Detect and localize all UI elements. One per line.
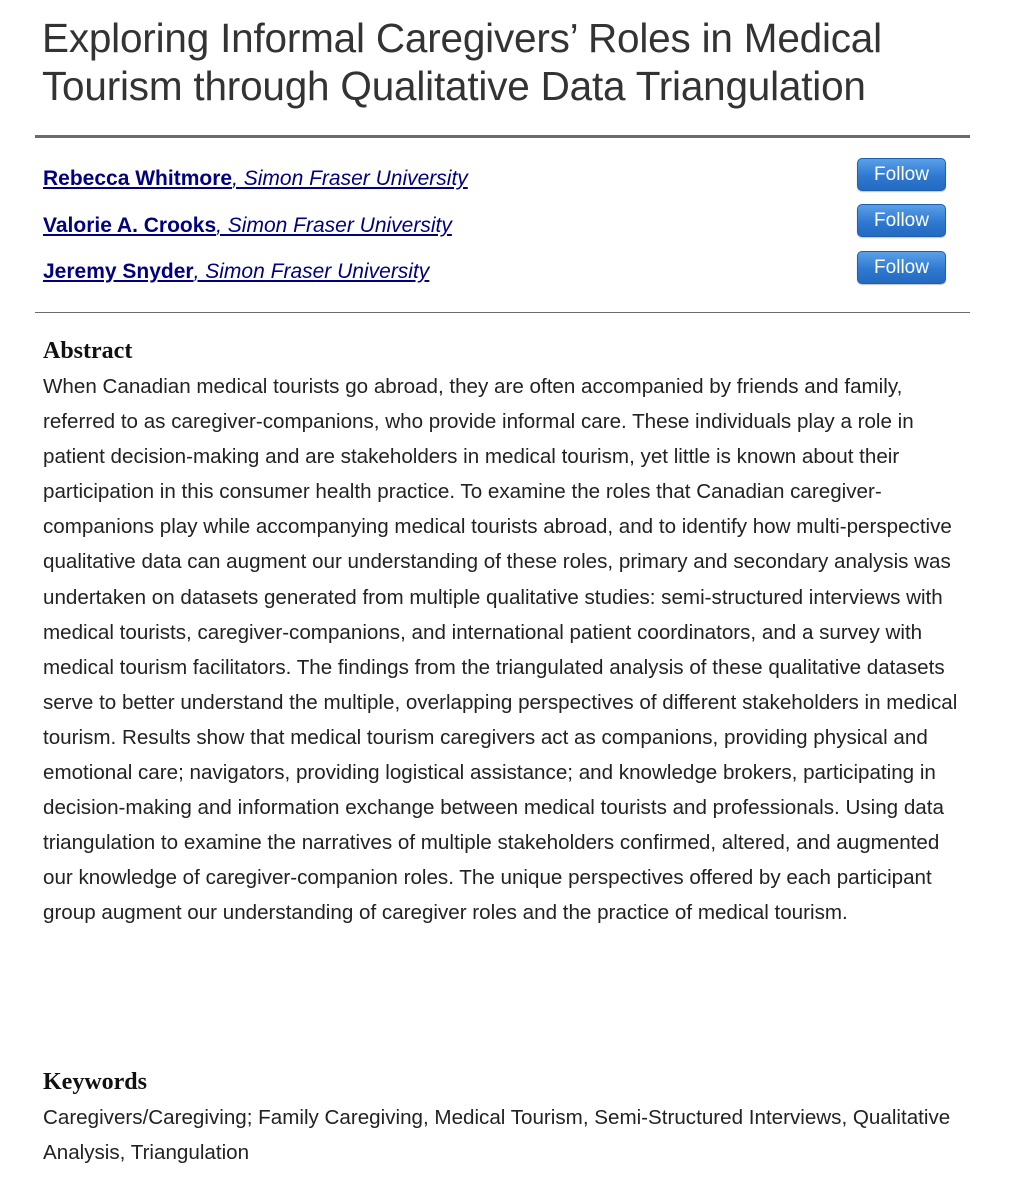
title-divider: [35, 135, 970, 138]
keywords-heading: Keywords: [43, 1069, 147, 1095]
follow-button-whitmore[interactable]: Follow: [857, 158, 946, 191]
keywords-text: Caregivers/Caregiving; Family Caregiving, Medical Tourism, Semi-Structured Interviews, Qualitative Analysis, Triangulation: [43, 1106, 951, 1165]
author-name: Valorie A. Crooks: [43, 214, 217, 237]
author-name: Rebecca Whitmore: [43, 167, 233, 190]
author-affiliation: , Simon Fraser University: [232, 167, 468, 190]
author-affiliation: , Simon Fraser University: [216, 214, 452, 237]
author-link-crooks[interactable]: [43, 211, 452, 241]
follow-button-snyder[interactable]: Follow: [857, 251, 946, 284]
author-link-whitmore[interactable]: [43, 164, 468, 194]
abstract-text: When Canadian medical tourists go abroad, they are often accompanied by friends and family, referred to as caregiver-companions, who provide informal care. These individuals play a role in patient decision-making and are stakeholders in medical tourism, yet little is known about their participation in this consumer health practice. To examine the roles that Canadian caregiver-companions play while accompanying medical tourists abroad, and to identify how multi-perspective qualitative data can augment our understanding of these roles, primary and secondary analysis was undertaken on datasets generated from multiple qualitative studies: semi-structured interviews with medical tourists, caregiver-companions, and international patient coordinators, and a survey with medical tourism facilitators. The findings from the triangulated analysis of these qualitative datasets serve to better understand the multiple, overlapping perspectives of different stakeholders in medical tourism. Results show that medical tourism caregivers act as companions, providing physical and emotional care; navigators, providing logistical assistance; and knowledge brokers, participating in decision-making and information exchange between medical tourists and professionals. Using data triangulation to examine the narratives of multiple stakeholders confirmed, altered, and augmented our knowledge of caregiver-companion roles. The unique perspectives offered by each participant group augment our understanding of caregiver roles and the practice of medical tourism.: [43, 375, 958, 925]
follow-button-crooks[interactable]: Follow: [857, 204, 946, 237]
authors-divider: [35, 312, 970, 313]
author-link-snyder[interactable]: [43, 257, 429, 287]
author-name: Jeremy Snyder: [43, 260, 194, 283]
author-affiliation: , Simon Fraser University: [193, 260, 430, 283]
abstract-heading: Abstract: [43, 338, 133, 364]
page-title: Exploring Informal Caregivers’ Roles in Medical Tourism through Qualitative Data Triangulation: [42, 15, 882, 109]
